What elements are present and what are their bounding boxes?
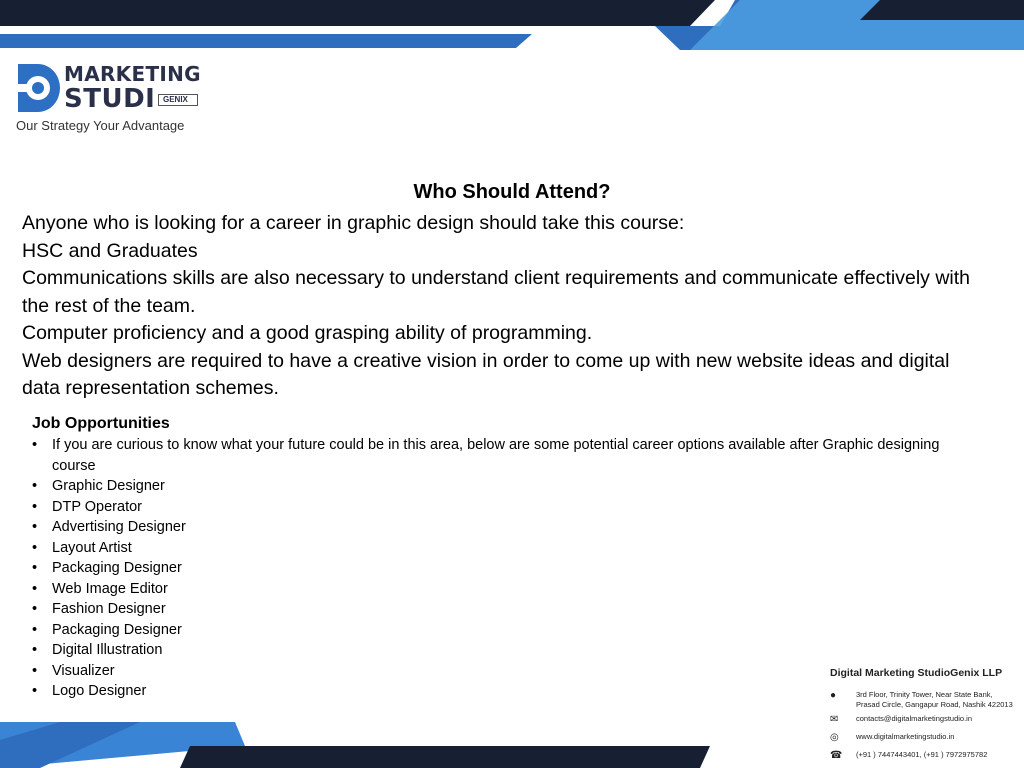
bullet-icon: • (32, 601, 38, 617)
list-item (32, 538, 972, 559)
list-item-text: Visualizer (52, 662, 115, 679)
website-row (830, 732, 1020, 742)
phone-numbers: (+91 ) 7447443401, (+91 ) 7972975782 (856, 750, 988, 759)
top-blue-strip (0, 34, 532, 48)
list-item-text: Packaging Designer (52, 621, 182, 638)
list-item (32, 640, 972, 661)
email-row (830, 714, 1020, 724)
bullet-icon: • (32, 621, 38, 638)
mail-icon: ✉ (830, 714, 839, 725)
list-item-text: Logo Designer (52, 683, 147, 699)
list-item-text: Graphic Designer (52, 478, 165, 494)
map-pin-icon: ● (830, 690, 837, 701)
intro-text (22, 210, 982, 403)
list-item-text: Digital Illustration (52, 642, 163, 658)
intro-line: Anyone who is looking for a career in graphic design should take this course: (22, 212, 685, 234)
list-item (32, 435, 972, 476)
bullet-icon: • (32, 498, 38, 515)
intro-line: Web designers are required to have a creative vision in order to come up with new website ideas and digital data representation schemes. (22, 349, 950, 399)
logo-tagline: Our Strategy Your Advantage (16, 118, 185, 133)
address-line: 3rd Floor, Trinity Tower, Near State Bank, (856, 690, 993, 699)
job-list (32, 435, 972, 702)
logo-text-studio: STUDI (64, 84, 156, 114)
contact-info (830, 667, 1020, 760)
list-item-text: Layout Artist (52, 539, 132, 556)
address-row (830, 690, 1020, 710)
bullet-icon: • (32, 580, 38, 597)
list-item (32, 517, 972, 538)
website-link[interactable]: www.digitalmarketingstudio.in (856, 732, 955, 741)
list-item-text: Fashion Designer (52, 601, 166, 617)
globe-icon: ◎ (830, 732, 839, 743)
intro-line: Computer proficiency and a good grasping ability of programming. (22, 322, 593, 344)
email-link[interactable]: contacts@digitalmarketingstudio.in (856, 714, 973, 723)
list-item (32, 620, 972, 641)
phone-row (830, 750, 1020, 760)
list-item (32, 558, 972, 579)
phone-icon: ☎ (830, 750, 843, 761)
list-item (32, 497, 972, 518)
list-item (32, 476, 972, 497)
list-item (32, 579, 972, 600)
logo-text-marketing: MARKETING (64, 62, 201, 86)
bullet-icon: • (32, 642, 38, 658)
logo-badge-genix: GENIX (158, 94, 198, 106)
intro-line: HSC and Graduates (22, 239, 198, 262)
section-heading: Who Should Attend? (413, 181, 611, 203)
top-navy-band (0, 0, 715, 26)
list-item-text: DTP Operator (52, 498, 142, 515)
address-line: Prasad Circle, Gangapur Road, Nashik 422013 (856, 700, 1013, 709)
list-item (32, 599, 972, 620)
bullet-icon: • (32, 539, 38, 556)
list-item-text: Web Image Editor (52, 580, 168, 597)
bullet-icon: • (32, 683, 38, 699)
company-name: Digital Marketing StudioGenix LLP (830, 667, 1003, 679)
bullet-icon: • (32, 478, 38, 494)
list-item-text: Advertising Designer (52, 519, 186, 535)
list-item-text: If you are curious to know what your future could be in this area, below are some potential career options available after Graphic designing course (52, 437, 940, 474)
job-opportunities-title: Job Opportunities (32, 415, 170, 432)
job-opportunities-section (32, 413, 972, 702)
bullet-icon: • (32, 560, 38, 576)
logo-d-mark-icon (16, 62, 60, 114)
list-item-text: Packaging Designer (52, 560, 182, 576)
bullet-icon: • (32, 519, 38, 535)
top-right-navy-corner (860, 0, 1024, 20)
bullet-icon: • (32, 437, 38, 453)
intro-line: Communications skills are also necessary to understand client requirements and communicate effectively with the rest of the team. (22, 267, 970, 317)
bullet-icon: • (32, 662, 38, 679)
bottom-navy-band (180, 746, 710, 768)
